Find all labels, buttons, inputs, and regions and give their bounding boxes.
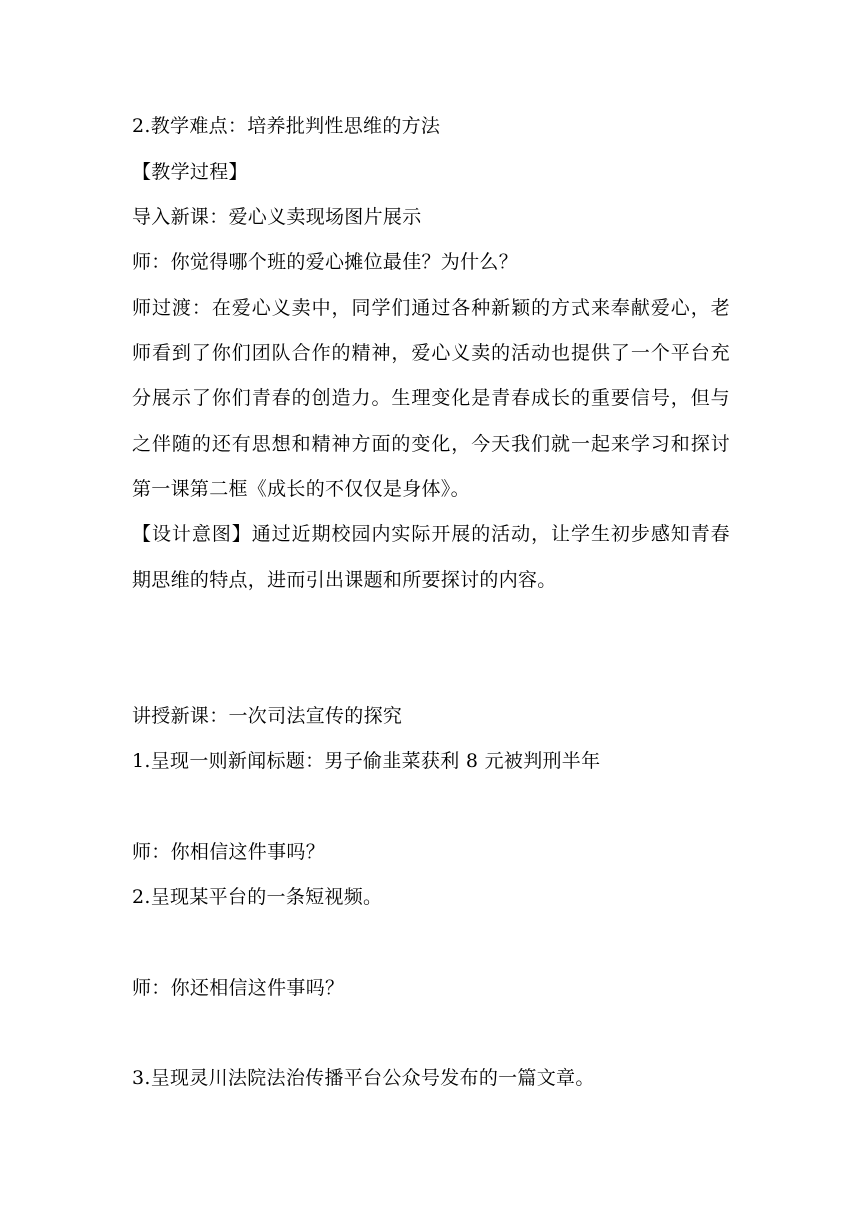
transition-line-3: 分展示了你们青春的创造力。生理变化是青春成长的重要信号，但与 xyxy=(132,387,730,409)
transition-line-2: 师看到了你们团队合作的精神，爱心义卖的活动也提供了一个平台充 xyxy=(132,342,730,364)
step-2-line: 2.呈现某平台的一条短视频。 xyxy=(132,886,383,908)
difficulty-heading: 2.教学难点：培养批判性思维的方法 xyxy=(132,115,441,137)
teacher-question-2: 师：你相信这件事吗？ xyxy=(132,841,326,863)
intro-line: 导入新课：爱心义卖现场图片展示 xyxy=(132,206,422,228)
new-lesson-heading: 讲授新课：一次司法宣传的探究 xyxy=(132,705,403,727)
process-heading: 【教学过程】 xyxy=(132,161,248,183)
transition-line-5: 第一课第二框《成长的不仅仅是身体》。 xyxy=(132,478,470,500)
step-3-line: 3.呈现灵川法院法治传播平台公众号发布的一篇文章。 xyxy=(132,1067,595,1089)
teacher-question-line: 师：你觉得哪个班的爱心摊位最佳？为什么？ xyxy=(132,251,519,273)
teacher-question-3: 师：你还相信这件事吗？ xyxy=(132,977,345,999)
design-intent-line-1: 【设计意图】通过近期校园内实际开展的活动，让学生初步感知青春 xyxy=(132,523,730,545)
transition-line-1: 师过渡：在爱心义卖中，同学们通过各种新颖的方式来奉献爱心，老 xyxy=(132,297,730,319)
design-intent-line-2: 期思维的特点，进而引出课题和所要探讨的内容。 xyxy=(132,569,557,591)
transition-line-4: 之伴随的还有思想和精神方面的变化，今天我们就一起来学习和探讨 xyxy=(132,433,730,455)
step-1-line: 1.呈现一则新闻标题：男子偷韭菜获利 8 元被判刑半年 xyxy=(132,750,601,772)
